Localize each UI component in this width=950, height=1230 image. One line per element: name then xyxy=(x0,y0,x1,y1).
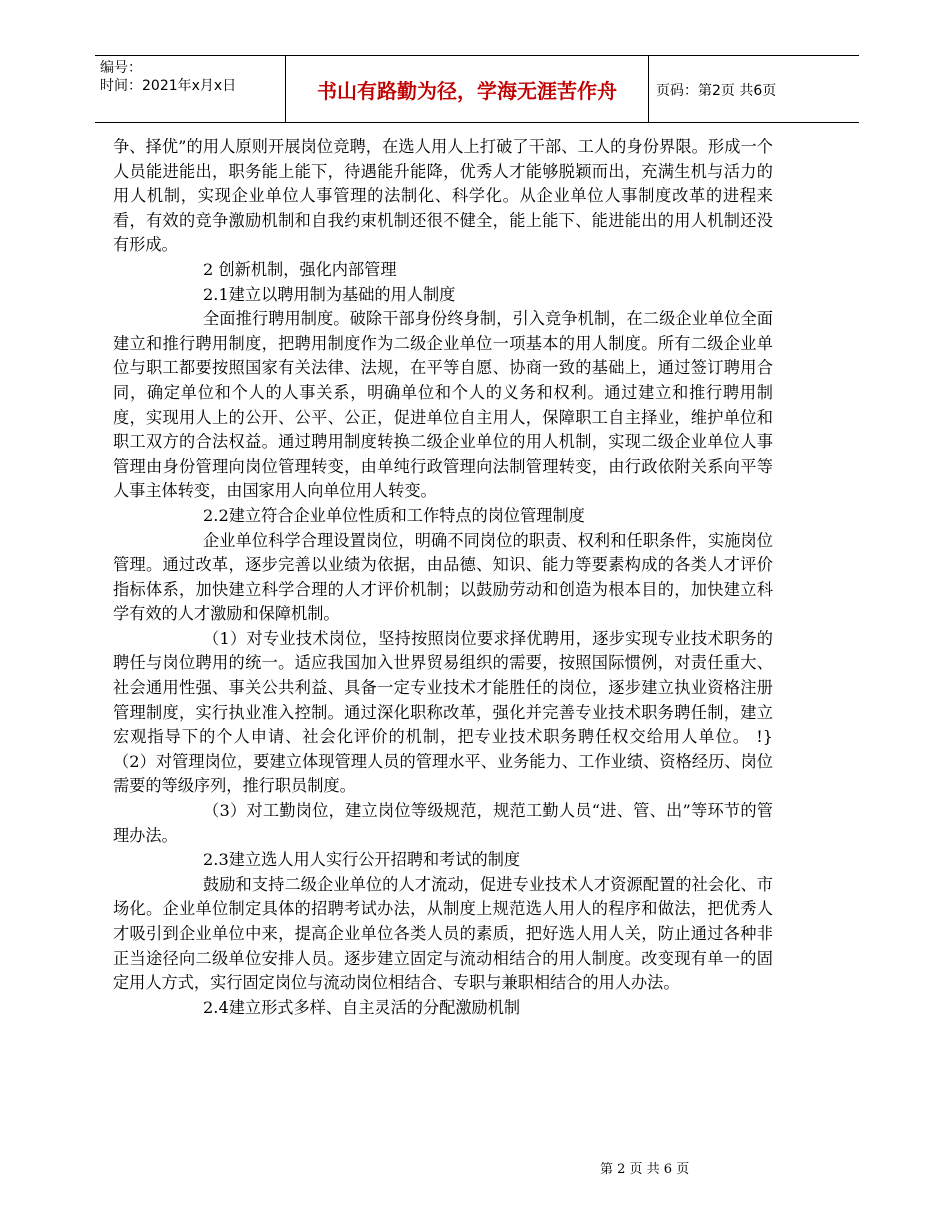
paragraph-2-1: 全面推行聘用制度。破除干部身份终身制，引入竞争机制，在二级企业单位全面建立和推行聘用制度，把聘用制度作为二级企业单位一项基本的用人制度。所有二级企业单位与职工都要按照国家有关法律、法规，在平等自愿、协商一致的基础上，通过签订聘用合同，确定单位和个人的人事关系，明确单位和个人的义务和权利。通过建立和推行聘用制度，实现用人上的公开、公平、公正，促进单位自主用人，保障职工自主择业，维护单位和职工双方的合法权益。通过聘用制度转换二级企业单位的用人机制，实现二级企业单位人事管理由身份管理向岗位管理转变，由单纯行政管理向法制管理转变，由行政依附关系向平等人事主体转变，由国家用人向单位用人转变。 xyxy=(113,309,773,501)
header-divider-right xyxy=(648,56,649,122)
subsection-heading-2-2: 2.2建立符合企业单位性质和工作特点的岗位管理制度 xyxy=(203,505,585,525)
page-footer: 第 2 页 共 6 页 xyxy=(600,1162,690,1177)
subsection-heading-2-4: 2.4建立形式多样、自主灵活的分配激励机制 xyxy=(203,997,521,1017)
header-motto: 书山有路勤为径，学海无涯苦作舟 xyxy=(317,78,617,103)
subsection-heading-2-3: 2.3建立选人用人实行公开招聘和考试的制度 xyxy=(203,850,521,870)
header-meta xyxy=(95,56,285,122)
subsection-heading-2-1: 2.1建立以聘用制为基础的用人制度 xyxy=(203,284,456,304)
paragraph-2-2-item-3: （3）对工勤岗位，建立岗位等级规范，规范工勤人员“进、管、出”等环节的管理办法。 xyxy=(113,801,773,845)
paragraph-2-2-item-1-2: （1）对专业技术岗位，坚持按照岗位要求择优聘用，逐步实现专业技术职务的聘任与岗位聘用的统一。适应我国加入世界贸易组织的需要，按照国际惯例，对责任重大、社会通用性强、事关公共利益、具备一定专业技术才能胜任的岗位，逐步建立执业资格注册管理制度，实行执业准入控制。通过深化职称改革，强化并完善专业技术职务聘任制，建立宏观指导下的个人申请、社会化评价的机制，把专业技术职务聘任权交给用人单位。 !} （2）对管理岗位，要建立体现管理人员的管理水平、业务能力、工作业绩、资格经历、岗位需要的等级序列，推行职员制度。 xyxy=(113,628,773,796)
paragraph-2-2: 企业单位科学合理设置岗位，明确不同岗位的职责、权利和任职条件，实施岗位管理。通过改革，逐步完善以业绩为依据，由品德、知识、能力等要素构成的各类人才评价指标体系，加快建立科学合理的人才评价机制；以鼓励劳动和创造为根本目的，加快建立科学有效的人才激励和保障机制。 xyxy=(113,530,773,624)
paragraph-2-3: 鼓励和支持二级企业单位的人才流动，促进专业技术人才资源配置的社会化、市场化。企业单位制定具体的招聘考试办法，从制度上规范选人用人的程序和做法，把优秀人才吸引到企业单位中来，提高企业单位各类人员的素质，把好选人用人关，防止通过各种非正当途径向二级单位安排人员。逐步建立固定与流动相结合的用人制度。改变现有单一的固定用人方式，实行固定岗位与流动岗位相结合、专职与兼职相结合的用人办法。 xyxy=(113,874,773,993)
section-heading-2: 2 创新机制，强化内部管理 xyxy=(203,259,397,279)
paragraph-continuation: 争、择优”的用人原则开展岗位竞聘，在选人用人上打破了干部、工人的身份界限。形成一个人员能进能出，职务能上能下，待遇能升能降，优秀人才能够脱颖而出，充满生机与活力的用人机制，实现企业单位人事管理的法制化、科学化。从企业单位人事制度改革的进程来看，有效的竞争激励机制和自我约束机制还很不健全，能上能下、能进能出的用人机制还没有形成。 xyxy=(113,137,773,255)
document-code-label: 编号： xyxy=(100,60,142,76)
header-page-number: 页码：第2页 共6页 xyxy=(656,83,777,99)
document-time-label: 时间：2021年x月x日 xyxy=(100,78,237,94)
document-body xyxy=(113,135,773,1020)
page-header xyxy=(95,55,859,123)
